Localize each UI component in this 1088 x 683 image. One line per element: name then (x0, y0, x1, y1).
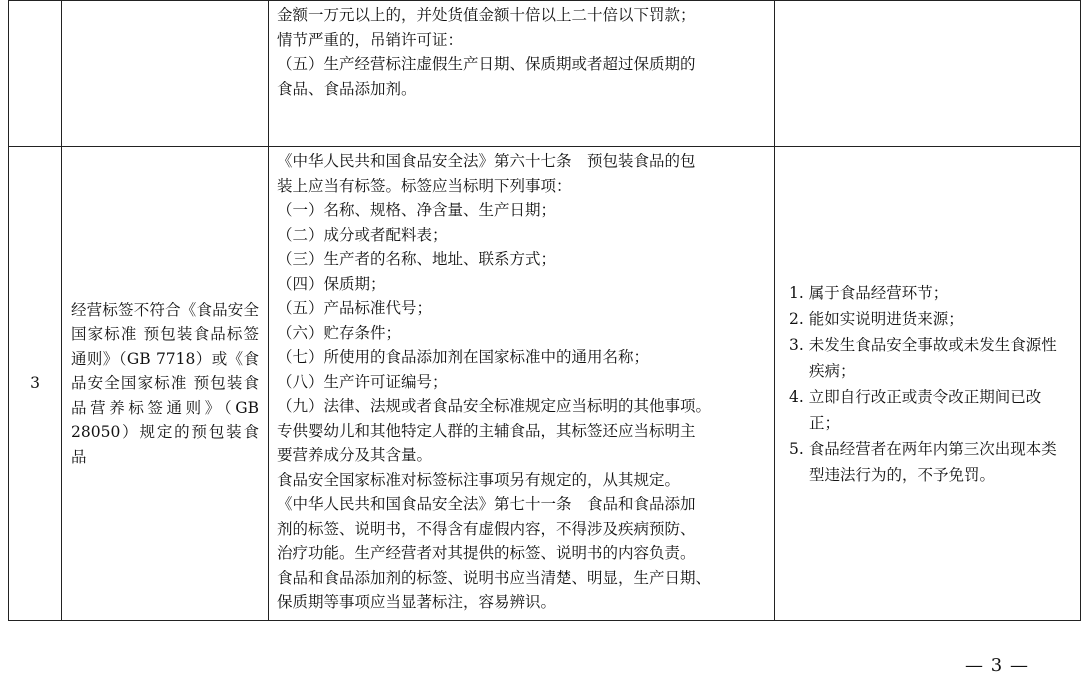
basis-line: （九）法律、法规或者食品安全标准规定应当标明的其他事项。 (277, 397, 712, 415)
row-number: 3 (9, 147, 62, 621)
basis-line: （八）生产许可证编号； (277, 372, 448, 391)
basis-line: 保质期等事项应当显著标注，容易辨识。 (277, 593, 557, 611)
basis-line: （六）贮存条件； (277, 323, 402, 342)
basis-line: （三）生产者的名称、地址、联系方式； (277, 250, 557, 268)
basis-line: 金额一万元以上的，并处货值金额十倍以上二十倍以下罚款； (277, 6, 696, 24)
condition-item: 1. 属于食品经营环节； (789, 283, 949, 302)
table-row-3 (9, 147, 1081, 621)
cell-number-empty (9, 1, 62, 147)
regulation-table (8, 0, 1081, 621)
condition-item: 2. 能如实说明进货来源； (789, 309, 964, 328)
condition-item: 3. 未发生食品安全事故或未发生食源性疾病； (789, 335, 1057, 380)
basis-line: 剂的标签、说明书，不得含有虚假内容，不得涉及疾病预防、 (277, 519, 696, 538)
page-number: — 3 — (965, 655, 1029, 676)
condition-item: 5. 食品经营者在两年内第三次出现本类型违法行为的，不予免罚。 (789, 439, 1057, 484)
basis-line: （五）产品标准代号； (277, 299, 433, 317)
cell-item-empty (62, 1, 269, 147)
basis-line: 专供婴幼儿和其他特定人群的主辅食品，其标签还应当标明主 (277, 421, 696, 440)
cell-conditions-empty (775, 1, 1081, 147)
cell-legal-basis (269, 147, 775, 621)
basis-line: 治疗功能。生产经营者对其提供的标签、说明书的内容负责。 (277, 544, 696, 562)
basis-line: （五）生产经营标注虚假生产日期、保质期或者超过保质期的 (277, 55, 696, 73)
basis-line: （一）名称、规格、净含量、生产日期； (277, 201, 557, 219)
violation-item: 经营标签不符合《食品安全国家标准 预包装食品标签通则》（GB 7718）或《食品安全国家标准 预包装食品营养标签通则》（GB 28050）规定的预包装食品 (62, 147, 269, 621)
basis-line: 食品、食品添加剂。 (277, 79, 417, 98)
basis-line: 装上应当有标签。标签应当标明下列事项： (277, 176, 572, 195)
basis-line: 《中华人民共和国食品安全法》第七十一条 食品和食品添加 (277, 495, 696, 513)
condition-item: 4. 立即自行改正或责令改正期间已改正； (789, 387, 1042, 432)
basis-line: （七）所使用的食品添加剂在国家标准中的通用名称； (277, 348, 650, 366)
cell-legal-basis-prev (269, 1, 775, 147)
cell-exemption-conditions (775, 147, 1081, 621)
basis-line: 食品安全国家标准对标签标注事项另有规定的，从其规定。 (277, 470, 681, 489)
basis-line: 《中华人民共和国食品安全法》第六十七条 预包装食品的包 (277, 152, 696, 170)
table-row-previous (9, 1, 1081, 147)
basis-line: 要营养成分及其含量。 (277, 446, 433, 464)
basis-line: 食品和食品添加剂的标签、说明书应当清楚、明显，生产日期、 (277, 568, 712, 587)
basis-line: （四）保质期； (277, 274, 386, 293)
basis-line: 情节严重的，吊销许可证： (277, 30, 464, 49)
basis-line: （二）成分或者配料表； (277, 225, 448, 244)
